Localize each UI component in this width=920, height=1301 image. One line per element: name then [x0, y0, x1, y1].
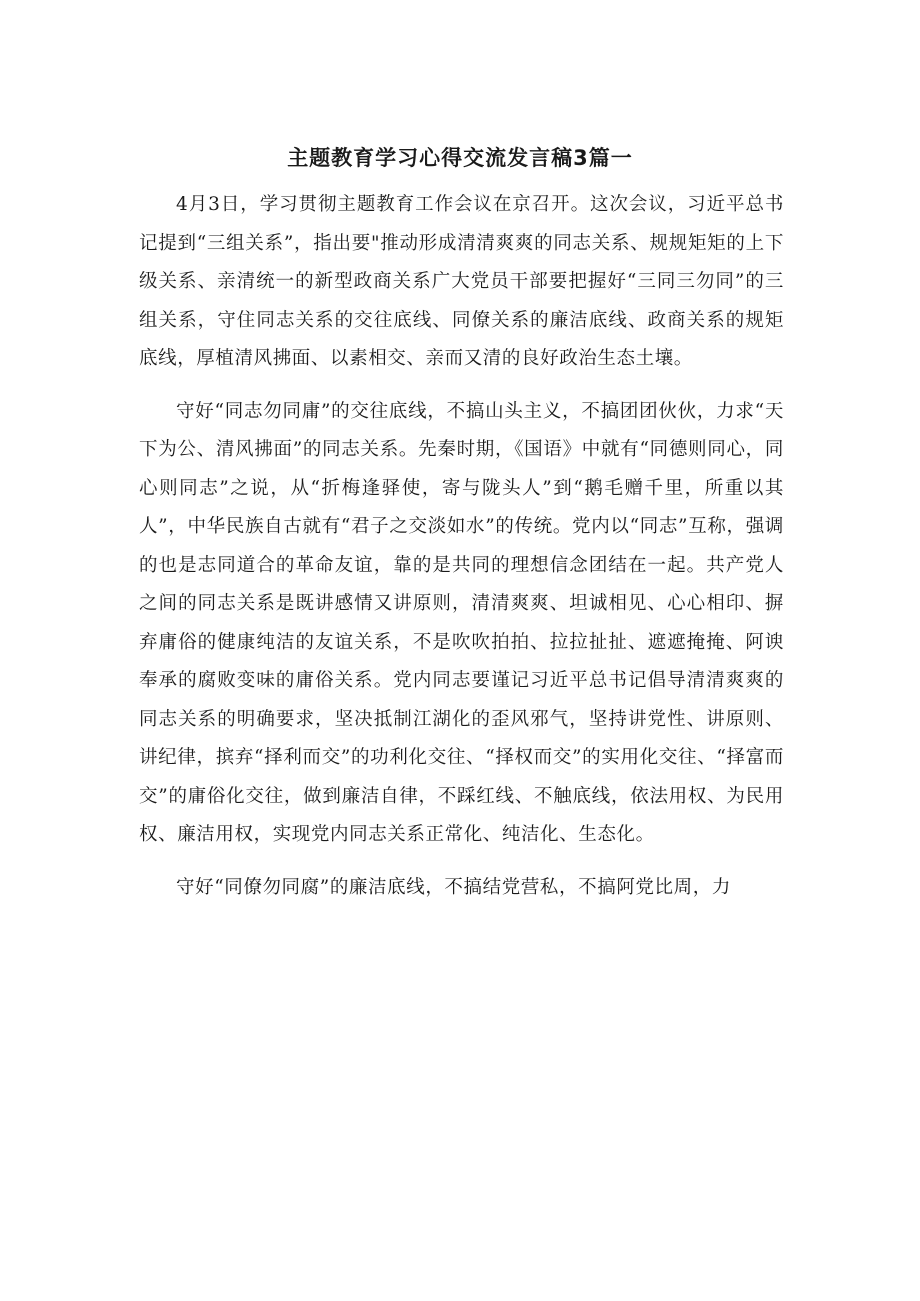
document-body [139, 186, 784, 921]
paragraph: 守好“同志勿同庸”的交往底线，不搞山头主义，不搞团团伙伙，力求“天下为公、清风拂面”的同志关系。先秦时期，《国语》中就有“同德则同心，同心则同志”之说，从“折梅逢驿使，寄与陇头人”到“鹅毛赠千里，所重以其人”，中华民族自古就有“君子之交淡如水”的传统。党内以“同志”互称，强调的也是志同道合的革命友谊，靠的是共同的理想信念团结在一起。共产党人之间的同志关系是既讲感情又讲原则，清清爽爽、坦诚相见、心心相印、摒弃庸俗的健康纯洁的友谊关系，不是吹吹拍拍、拉拉扯扯、遮遮掩掩、阿谀奉承的腐败变味的庸俗关系。党内同志要谨记习近平总书记倡导清清爽爽的同志关系的明确要求，坚决抵制江湖化的歪风邪气，坚持讲党性、讲原则、讲纪律，摈弃“择利而交”的功利化交往、“择权而交”的实用化交往、“择富而交”的庸俗化交往，做到廉洁自律，不踩红线、不触底线，依法用权、为民用权、廉洁用权，实现党内同志关系正常化、纯洁化、生态化。 [139, 400, 784, 845]
document-title: 主题教育学习心得交流发言稿3篇一 [287, 146, 633, 170]
paragraph: 4月3日，学习贯彻主题教育工作会议在京召开。这次会议，习近平总书记提到“三组关系”，指出要"推动形成清清爽爽的同志关系、规规矩矩的上下级关系、亲清统一的新型政商关系广大党员干部要把握好“三同三勿同”的三组关系，守住同志关系的交往底线、同僚关系的廉洁底线、政商关系的规矩底线，厚植清风拂面、以素相交、亲而又清的良好政治生态土壤。 [139, 194, 784, 369]
paragraph: 守好“同僚勿同腐”的廉洁底线，不搞结党营私，不搞阿党比周，力 [176, 876, 731, 898]
